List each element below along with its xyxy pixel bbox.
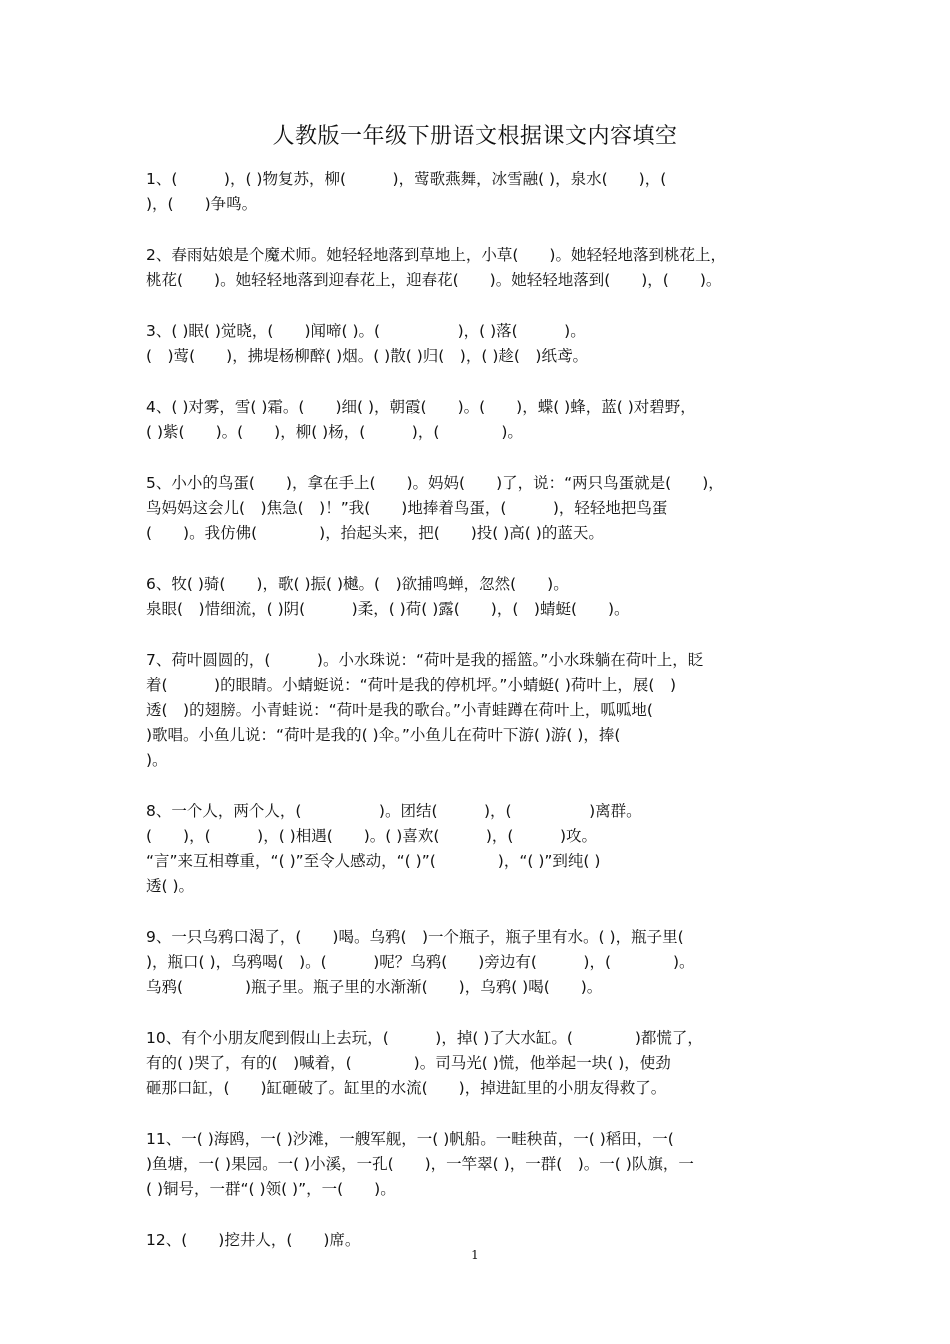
question-line: 乌鸦( )瓶子里。瓶子里的水渐渐( )，乌鸦( )喝( )。 (146, 978, 603, 996)
question-line: )鱼塘，一( )果园。一( )小溪，一孔( )，一竿翠( )，一群( )。一( )队旗，一 (146, 1155, 694, 1173)
question-2 (146, 243, 811, 293)
page-number: 1 (471, 1248, 479, 1262)
question-line: 有的( )哭了，有的( )喊着，( )。司马光( )慌，他举起一块( )，使劲 (146, 1054, 671, 1072)
question-8 (146, 799, 811, 899)
question-3 (146, 319, 811, 369)
question-line: 4、( )对雾，雪( )霜。( )细( )，朝霞( )。( )，蝶( )蜂，蓝( )对碧野， (146, 398, 696, 416)
question-line: 透( )的翅膀。小青蛙说：“荷叶是我的歌台。”小青蛙蹲在荷叶上，呱呱地( (146, 701, 653, 719)
question-5 (146, 471, 811, 546)
question-line: 7、荷叶圆圆的，( )。小水珠说：“荷叶是我的摇篮。”小水珠躺在荷叶上，眨 (146, 651, 704, 669)
question-line: 鸟妈妈这会儿( )焦急( )！”我( )地捧着鸟蛋，( )，轻轻地把鸟蛋 (146, 499, 668, 517)
question-line: 11、一( )海鸥，一( )沙滩，一艘军舰，一( )帆船。一畦秧苗，一( )稻田，一( (146, 1130, 674, 1148)
question-list (146, 167, 811, 1279)
question-line: 2、春雨姑娘是个魔术师。她轻轻地落到草地上，小草( )。她轻轻地落到桃花上， (146, 246, 726, 264)
question-line: )，瓶口( )，乌鸦喝( )。( )呢？乌鸦( )旁边有( )，( )。 (146, 953, 695, 971)
question-line: ( )，( )，( )相遇( )。( )喜欢( )，( )攻。 (146, 827, 598, 845)
question-line: 6、牧( )骑( )，歌( )振( )樾。( )欲捕鸣蝉，忽然( )。 (146, 575, 569, 593)
question-line: “言”来互相尊重，“( )”至令人感动，“( )”( )，“( )”到纯( ) (146, 852, 601, 870)
question-line: ( )紫( )。( )，柳( )杨，( )，( )。 (146, 423, 523, 441)
question-line: )歌唱。小鱼儿说：“荷叶是我的( )伞。”小鱼儿在荷叶下游( )游( )，捧( (146, 726, 621, 744)
question-11 (146, 1127, 811, 1202)
question-1 (146, 167, 811, 217)
question-line: 着( )的眼睛。小蜻蜓说：“荷叶是我的停机坪。”小蜻蜓( )荷叶上，展( ) (146, 676, 677, 694)
page-title: 人教版一年级下册语文根据课文内容填空 (272, 124, 678, 149)
question-10 (146, 1026, 811, 1101)
question-line: 8、一个人，两个人，( )。团结( )，( )离群。 (146, 802, 642, 820)
question-line: 1、( )，( )物复苏，柳( )，莺歌燕舞，冰雪融( )，泉水( )，( (146, 170, 667, 188)
question-line: 泉眼( )惜细流，( )阴( )柔，( )荷( )露( )，( )蜻蜓( )。 (146, 600, 630, 618)
question-line: )。 (146, 751, 168, 769)
question-line: 5、小小的鸟蛋( )，拿在手上( )。妈妈( )了，说：“两只鸟蛋就是( )， (146, 474, 724, 492)
question-9 (146, 925, 811, 1000)
question-line: ( )铜号，一群“( )领( )”，一( )。 (146, 1180, 396, 1198)
question-4 (146, 395, 811, 445)
question-7 (146, 648, 811, 773)
question-line: )，( )争鸣。 (146, 195, 258, 213)
question-line: ( )。我仿佛( )，抬起头来，把( )投( )高( )的蓝天。 (146, 524, 604, 542)
question-line: ( )莺( )，拂堤杨柳醉( )烟。( )散( )归( )，( )趁( )纸鸢。 (146, 347, 588, 365)
question-6 (146, 572, 811, 622)
question-line: 3、( )眠( )觉晓，( )闻啼( )。( )，( )落( )。 (146, 322, 586, 340)
question-line: 砸那口缸，( )缸砸破了。缸里的水流( )，掉进缸里的小朋友得救了。 (146, 1079, 667, 1097)
question-line: 12、( )挖井人，( )席。 (146, 1231, 361, 1249)
question-line: 10、有个小朋友爬到假山上去玩，( )，掉( )了大水缸。( )都慌了， (146, 1029, 703, 1047)
question-line: 桃花( )。她轻轻地落到迎春花上，迎春花( )。她轻轻地落到( )，( )。 (146, 271, 722, 289)
question-line: 透( )。 (146, 877, 195, 895)
question-line: 9、一只乌鸦口渴了，( )喝。乌鸦( )一个瓶子，瓶子里有水。( )，瓶子里( (146, 928, 684, 946)
